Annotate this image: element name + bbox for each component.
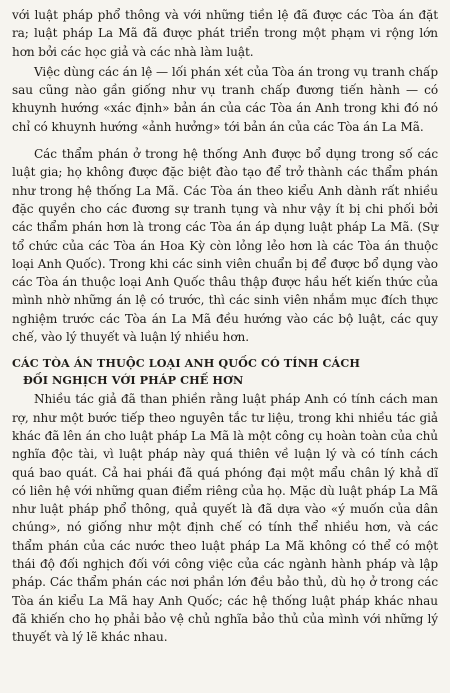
spacer [12, 136, 438, 145]
spacer [12, 346, 438, 355]
section-heading [12, 355, 438, 388]
section-heading-line-1: CÁC TÒA ÁN THUỘC LOẠI ANH QUỐC CÓ TÍNH CÁCH [12, 356, 361, 371]
paragraph-1: với luật pháp phổ thông và với những tiền lệ đã được các Tòa án đặt ra; luật pháp La Mã đã được phát triển trong một phạm vi rộng lớn hơn bởi các học giả và các nhà làm luật. [12, 8, 438, 59]
paragraph-4: Nhiều tác giả đã than phiền rằng luật pháp Anh có tính cách man rợ, như một bước tiếp theo nguyên tắc tư liệu, trong khi nhiều tác giả khác đã lên án cho luật pháp La Mã là một công cụ hoàn toàn của chủ nghĩa độc tài, vì luật pháp này quá thiên về luận lý và có tính cách quá bao quát. Cả hai phái đã quá phóng đại một mẩu chân lý khả dĩ có liên hệ với những quan điểm riêng của họ. Mặc dù luật pháp La Mã như luật pháp phổ thông, quả quyết là đã dựa vào «ý muốn của dân chúng», nó giống như một định chế có tính thể nhiều hơn, và các thẩm phán của các nước theo luật pháp La Mã không có thể có một thái độ đối nghịch đối với công việc của các ngành hành pháp và lập pháp. Các thẩm phán các nơi phần lớn đều bảo thủ, dù họ ở trong các Tòa án kiểu La Mã hay Anh Quốc; các hệ thống luật pháp khác nhau đã khiến cho họ phải bảo vệ chủ nghĩa bảo thủ của mình với những lý thuyết và lý lẽ khác nhau. [12, 392, 438, 645]
paragraph-3: Các thẩm phán ở trong hệ thống Anh được bổ dụng trong số các luật gia; họ không được đặc biệt đào tạo để trở thành các thẩm phán như trong hệ thống La Mã. Các Tòa án theo kiểu Anh dành rất nhiều đặc quyền cho các đương sự tranh tụng và như vậy ít bị chi phối bởi các thẩm phán hơn là trong các Tòa án áp dụng luật pháp La Mã. (Sự tổ chức của các Tòa án Hoa Kỳ còn lỏng lẻo hơn là các Tòa án thuộc loại Anh Quốc). Trong khi các sinh viên chuẩn bị để được bổ dụng vào các Tòa án thuộc loại Anh Quốc thâu thập được hầu hết kiến thức của mình nhờ những án lệ có trước, thì các sinh viên nhắm mục đích thực nghiệm trước các Tòa án La Mã đều hướng vào các bộ luật, các quy chế, vào lý thuyết và luận lý nhiều hơn. [12, 147, 438, 345]
section-heading-line-2: ĐỐI NGHỊCH VỚI PHÁP CHẾ HƠN [23, 372, 244, 387]
paragraph-2: Việc dùng các án lệ — lối phán xét của Tòa án trong vụ tranh chấp sau cũng nào gần giống như vụ tranh chấp đương tiến hành — có khuynh hướng «xác định» bản án của các Tòa án Anh trong khi đó nó chỉ có khuynh hướng «ảnh hưởng» tới bản án của các Tòa án La Mã. [12, 64, 438, 134]
